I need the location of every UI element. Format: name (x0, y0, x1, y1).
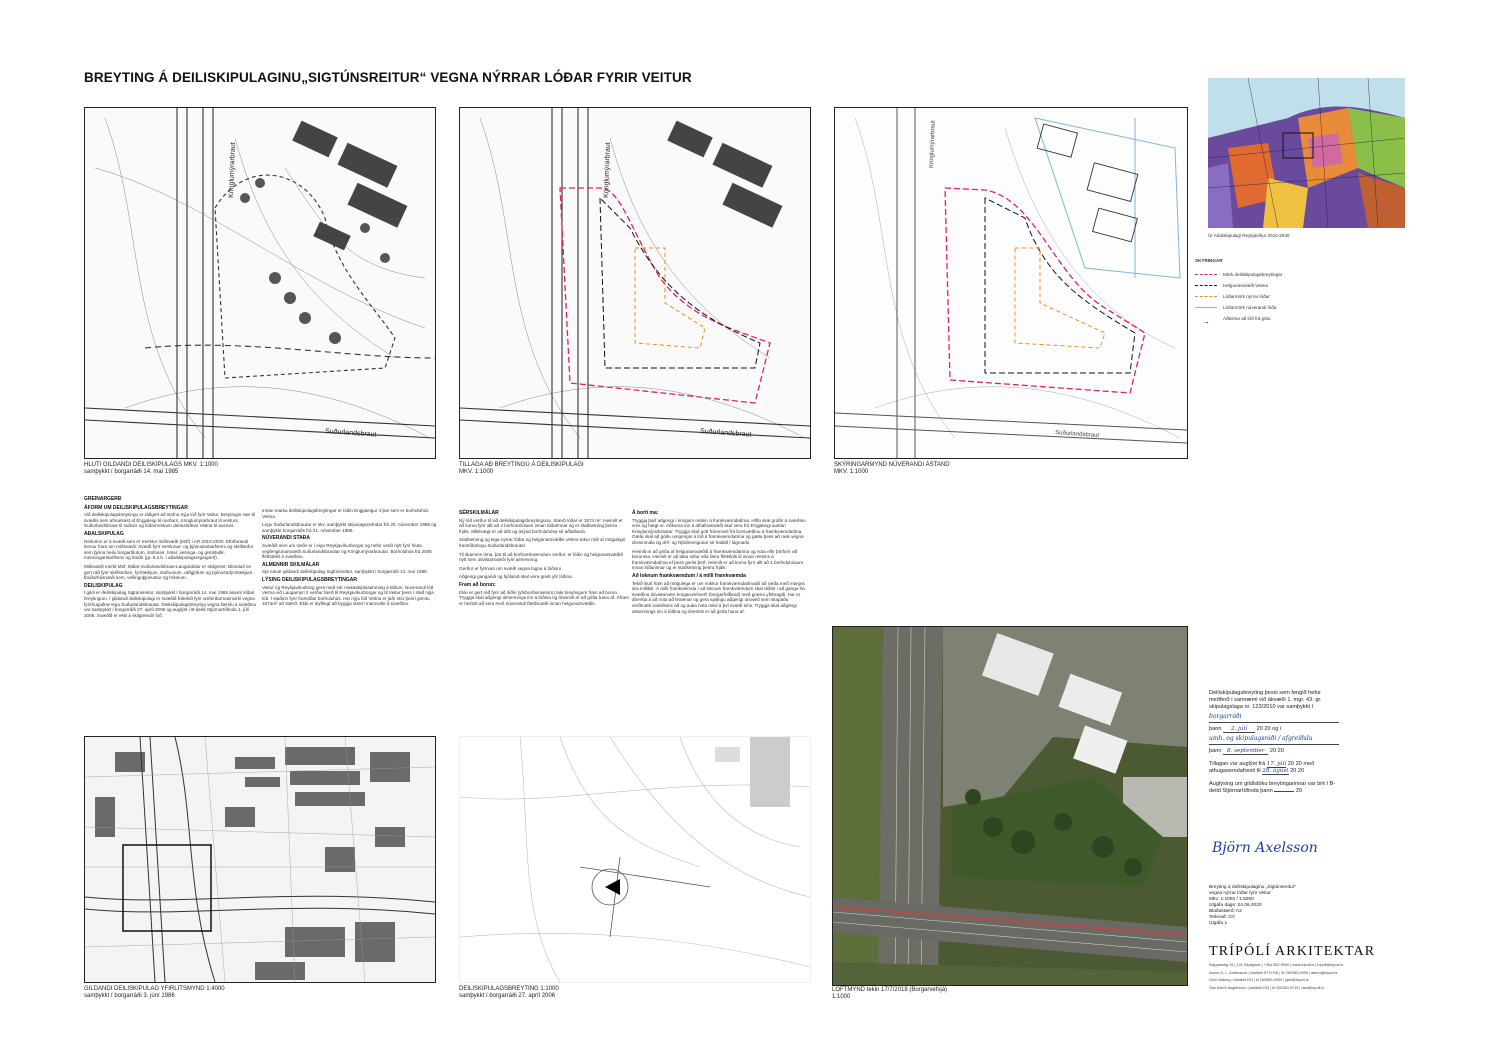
current-situation-drawing (835, 108, 1187, 458)
text-column-2: Innan marka deiliskipulagsbreytingar er lóðin Engjateigur 4 þar sem er borholuhús Veitna. Legu Suðurlandsbrautar er skv. samþykkt skipulagsnefndar frá 20. nóvember 1989 og samþykkt borgarráðs frá 21. nóvember 1989. NÚVERANDI STAÐA Svæðið sem um ræðir er í eigu Reykjavíkurborgar og hefur verið nýtt fyrir hluta vegfenglunarsvæði Suðurlandsbrautar og Kringlumýrarbrautar. Borholuhús frá 2006 fléttsteikt á svæðinu. ALMENNIR SKILMÁLAR Sjá nánar gildandi deiliskipulag Sigtúnsreitur, samþykkt í borgarráði 14. maí 1985. LÝSING DEILISKIPULAGSBREYTINGAR Veitur og Reykjavíkurborg gera með sér makaskiptasamning á lóðum. Núverandi lóð Veitna við Laugamýri 2 verður færð til Reykjavíkurborgar og til Veitur þess í stað nýja lóð. Í staðinn fyrir framtíðar borholuhús. Hin nýja lóð Veitna er jafn stór þeirri gömlu, 1874m² að stærð. Ekki er leyfilegt að byggja stærri mannvirki á svæðinu. (262, 508, 437, 607)
legend (1195, 258, 1305, 324)
legend-swatch-existing-plot (1195, 307, 1217, 308)
approval-row-3: Tillagan var auglýst frá 17. júlí 20 20 með athugasemdafresti til 28. ágúst 20 20 (1209, 761, 1315, 774)
approval-intro: Deiliskipulagsbreyting þessi sem fengið hefur meðferð í samræmi við ákvæði 1. mgr. 43. gr. skipulagslaga nr. 123/2010 var samþykkt í (1209, 690, 1322, 710)
road-label-sudurlandsbraut-2: Suðurlandsbraut (699, 428, 752, 439)
overview-plan-drawing (85, 737, 435, 982)
existing-plan-drawing (85, 108, 435, 458)
approval-row-4: Auglýsing um gildistöku breytingarinnar var birt í B-deild Stjórnartíðinda þann 20 (1209, 781, 1336, 794)
legend-item: Lóðarmörk núverandi lóða (1195, 302, 1305, 313)
approval-block (1209, 690, 1339, 795)
legend-swatch-new-plot (1195, 296, 1217, 297)
panel-existing-plan (84, 107, 436, 459)
legend-item: → Aðkoma að lóð frá götu (1202, 316, 1271, 326)
road-label-kringlumyrarbraut: Kringlumýrarbraut (228, 142, 237, 199)
caption-existing-plan: HLUTI GILDANDI DEILISKIPULAGS MKV. 1:1000 samþykkt í borgarráði 14. maí 1985 (84, 462, 218, 475)
caption-plan-change-2006: DEILISKIPULAGSBREYTING 1:1000 samþykkt í borgarráði 27. apríl 2006 (459, 986, 559, 999)
zoning-map-graphic (1208, 78, 1405, 228)
panel-current-situation (834, 107, 1188, 459)
legend-item: Mörk deiliskipulagsbreytingar (1195, 269, 1305, 280)
road-label-kringlumyrarbraut-2: Kringlumýrarbraut (603, 142, 612, 199)
legend-heading: SKÝRINGAR (1195, 258, 1223, 263)
text-column-1: GREINARGERÐ ÁFORM UM DEILISKIPULAGSBREYTINGAR Við deiliskipulagsbreytingu er ráðgert að stofna nýja lóð fyrir Veitur. Breytingin nær til svæðis sem afmarkast af Engjateigi til norðurs, Kringlumýrarbraut til vesturs, Suðurlandsbraut til suðurs og lóðarmörkum dælustöðvar Veitna til austurs. AÐALSKIPULAG Reiturinn er á svæði sem er merktur miðsvæði (M2f) í AR 2010-2030. Eftirfarandi kemur fram um miðsvæði: Svæði fyrir verslunar- og þjónustustarfsemi og skrifstofur sem þjóna heilu borgarhlutum, stofnanir, hótel, veitinga- og gististaðir, menningarstarfsemi og íbúðir (gr. 6.2.b. í aðalskipulagsreglugerð). Miðsvæði merkt M2f, Múlar-Suðurlandsbraut-Laugardalur er skilgreint: Blönduð en gert ráð fyrir skrifstofum, fyrirtækjum, stofnunum, ráðgjöfum og þjónustufyrirtækjum. Íbúðarhúsnæði sem, vellinguþjónustur og hótelum. DEILISKIPULAG Í gildi er deiliskipulag Sigtúnsreitur, samþykkt í borgarráði 14. maí 1985 ásamt síðari breytingum. Í gildandi deiliskipulagi er svæðið frátekið fyrir umferðarmannvirki vegna fyrirhugaðrar legu Suðurlandsbrautar. Deiliskipulagsbreyting vegna færslu á svæðinu var samþykkt í borgarráði 27. apríl 2006 og auglýst í B-deild Stjórnartíðinda 1. júlí 2006. Svæðið er ekki á skilgreindri lóð. (84, 494, 259, 714)
road-label-sudurlandsbraut-3: Suðurlandsbraut (1054, 430, 1100, 440)
panel-plan-change-2006 (459, 736, 811, 983)
caption-overview-plan: GILDANDI DEILISKIPULAG YFIRLITSMYND 1:4000 samþykkt í borgarráði 3. júní 1986 (84, 986, 225, 999)
zoning-map (1208, 78, 1405, 228)
text-column-3: SÉRSKILMÁLAR Ný lóð verður til við deiliskipulagsbreytinguna. Stærð lóðar er 1874 m². Heimilt er að koma fyrir allt að 4 borholuhúsum innan lóðarinnar og er staðsetning þeirra frjáls. Mikilvægt er að útlit og ásýnd borholuhúsa sé aðlaðandi. Staðsetning og lega nýrrar lóðar og helgunarsvæðis Veitna tekur mið af mögulegri framtíðarlegu Suðurlandsbrautar. Til skamms tíma, þar til að borframkvæmdum verður, er lóðin og helgunarsvæðið nýtt sem útivistarsvæði fyrir almenning. Gerður er fyrirvari um svæði vegna lagna á lóðinni. Aðgengi gangandi og hjólandi skal vera greitt yfir lóðina. Fram að borun: Ekki er gert ráð fyrir að lóðin (yfirborðinnsetum) taki breytingum fram að borun. Tryggja skal aðgengi almennings inn á lóðina og óheimilt er að girða hana af. Áfram er heimilt að vera með núverandi flæðsvæði innan helgunarsvæðis. (459, 510, 629, 606)
panel-proposed-change (459, 107, 811, 459)
caption-aerial-photo: LOFTMYND tekin 17/7/2018 (Borgarvefsjá) 1:1000 (832, 987, 948, 1000)
firm-details: Klapparstíg 16 | 101 Reykjavík | +354 552-9900 | www.tripoli.is | tripoli@tripoli.is Aaron G. L. Andersson | Arkitekt ETH FAÍ | kt 290383-9999 | aaron@tripoli.is Gísli Valberg | Arkitekt FAÍ | kt 240983-9999 | gisli@tripoli.is Ósk Davíð Ásgeirsson | Arkitekt FAÍ | kt 200280-9719 | osk@tripoli.is (1209, 963, 1344, 990)
firm-name: TRÍPÓLÍ ARKITEKTAR (1209, 944, 1376, 959)
legend-swatch-utility-zone (1195, 285, 1217, 286)
aerial-photo (832, 626, 1188, 986)
approval-body-line: borgarráði (1209, 713, 1339, 723)
caption-proposed-change: TILLAGA AÐ BREYTINGU Á DEILISKIPULAGI MKV. 1:1000 (459, 462, 584, 475)
road-label-kringlumyrarbraut-3: Kringlumýrarbraut (929, 120, 937, 169)
greinargerd-heading: GREINARGERÐ (84, 496, 122, 502)
aerial-photo-graphic (833, 627, 1187, 985)
zoning-map-label: Úr Aðalskipulagi Reykjavíkur 2010-2030 (1208, 233, 1290, 238)
approval-body-line-2: umh. og skipulagsráði / afgreiðslu (1209, 735, 1339, 745)
legend-item: Helgunarsvæði Veitna (1195, 280, 1305, 291)
drawing-info: Breyting á deiliskipulaginu „Sigtúnsreitur“ vegna nýrrar lóðar fyrir Veitur Mkv: 1:1000 / 1:5000 Útgáfa dags: 24.06.2020 Blaðastærð: A2 Teiknað: GV Útgáfa 1 (1209, 885, 1296, 926)
legend-item: Lóðarmörk nýrrar lóðar (1195, 291, 1305, 302)
approval-row-2: þann 8. september 20 20 (1209, 748, 1284, 754)
approval-row-1: þann 2. júlí 20 20 og í (1209, 726, 1282, 732)
sheet-title: BREYTING Á DEILISKIPULAGINU„SIGTÚNSREITUR“ VEGNA NÝRRAR LÓÐAR FYRIR VEITUR (84, 70, 692, 85)
caption-current-situation: SKÝRINGARMYND NÚVERANDI ÁSTAND MKV. 1:1000 (834, 462, 950, 475)
plan-change-2006-drawing (460, 737, 810, 982)
signature: Björn Axelsson (1212, 840, 1318, 856)
road-label-sudurlandsbraut: Suðurlandsbraut (324, 428, 377, 439)
panel-overview-plan (84, 736, 436, 983)
legend-swatch-boundary (1195, 274, 1217, 275)
text-column-4: Á borti ma: Tryggja þarf aðgengi í kringum reitinn á framkvæmdatíma. Hlífa skal gróðri á svæðinu eins og hægt er. Aðkoma inn á athafnasvæði skal vera frá Engjateigi austan Kringlumýrarbrautar. Tryggja skal gott frárennsli frá borsvæðinu á framkvæmdatíma. Gæta skal að góðu umgengni á lóð á framkvæmdatíma og gæta þess að rask vegna dreninmála og drif- og hljóðmengunar sé haldið í lágmarki. Heimilt er að girða af helgunarsvæðið á framkvæmdatíma og nota eftir þörfum við borunina. Heimilt er að taka niður eða færa fléttskilti til innan reitsins á framkvæmdatíma ef þess gerist þörf. Heimilt er að koma fyrir allt að 4 borholuhúsum innan lóðarinnar og er staðsetning þeirra frjáls. Að loknum framkvæmdum / á milli framkvæmda Tekið skal fram að mögulega er um nokkur framkvæmdatímabil að ræða með margra ára millibili. Á milli framkvæmda / að loknum framkvæmdum skal ráðist í að ganga frá svæðinu útivistarvæn borgarumhverfi (borgarfriðland) með grænu yfirbragði. Þar er áhersla á að nota að lstrænar og gera spilingu aðgengi útsvæð sem skapaðu verðmæti svæðisins að og auka nota mikil á því svæði eins. Tryggja skal aðgengi almennings inn á lóðina og óheimilt er að girða hana af. (632, 510, 806, 614)
proposed-change-drawing (460, 108, 810, 458)
